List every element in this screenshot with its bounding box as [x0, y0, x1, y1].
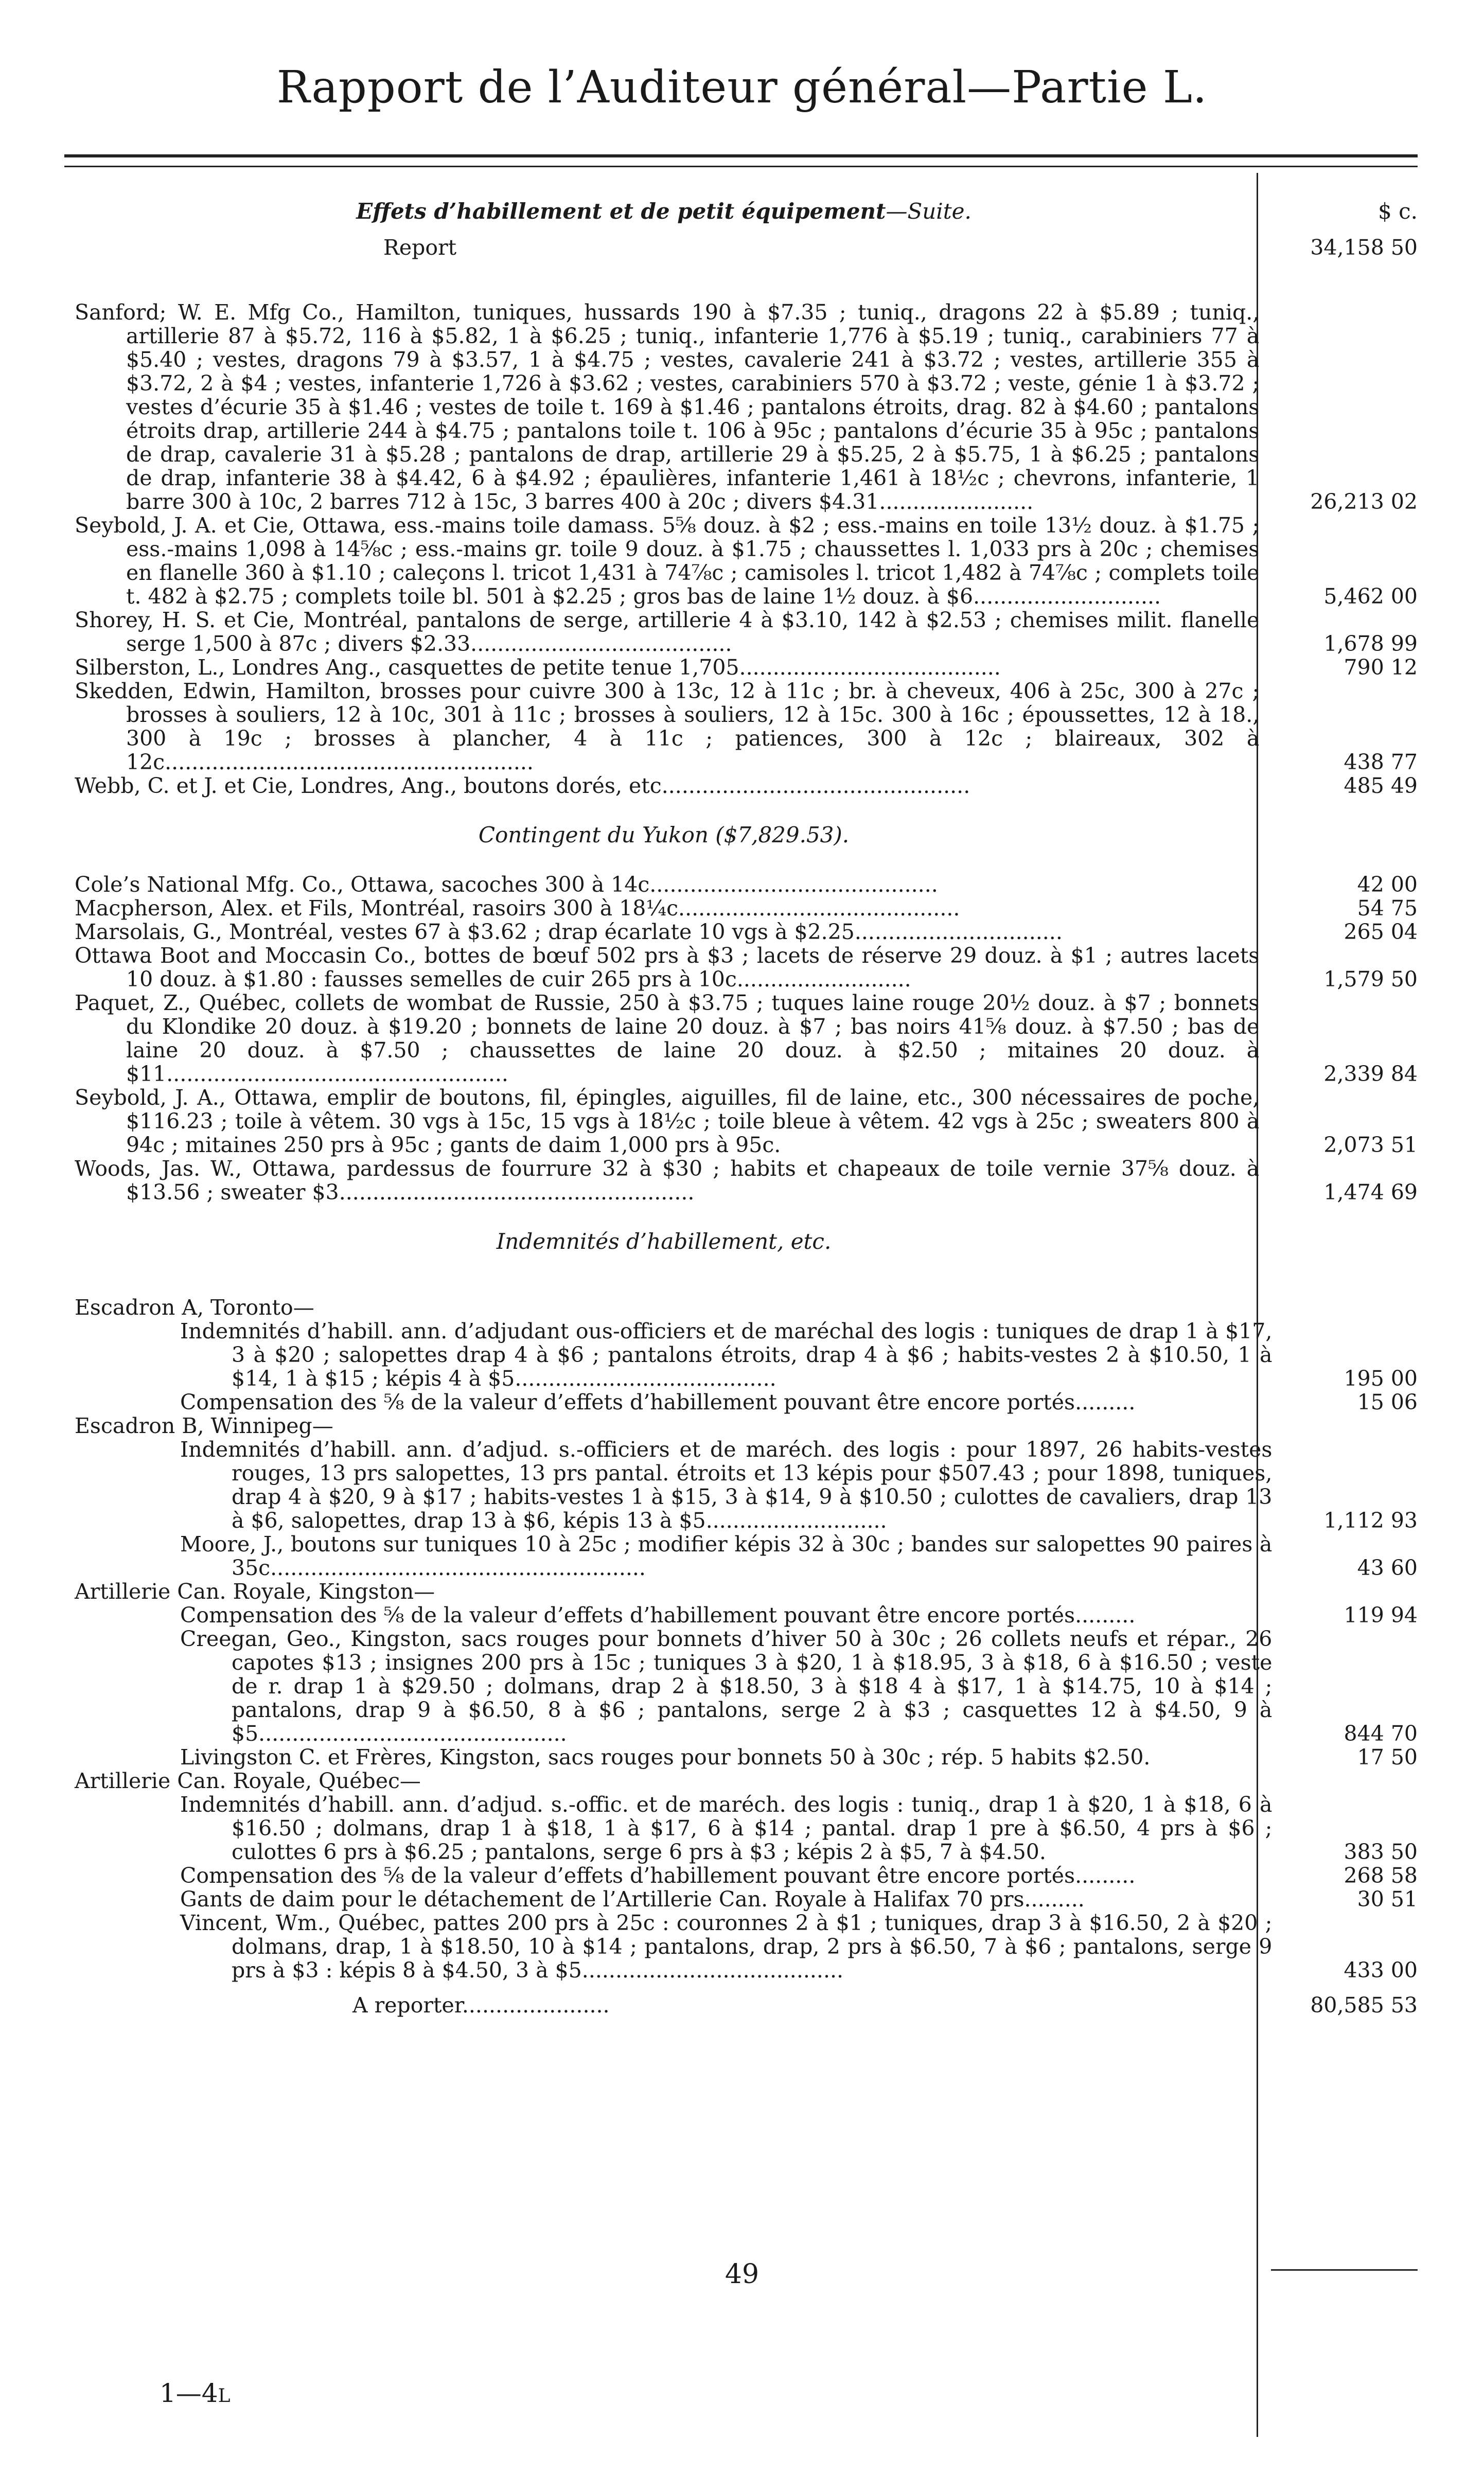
- table-row: [75, 514, 1418, 608]
- group-heading-row: [75, 1580, 1418, 1603]
- table-row: [75, 1086, 1418, 1157]
- table-row: [75, 1627, 1418, 1745]
- table-row: [75, 1793, 1418, 1864]
- currency-header: $ c.: [1378, 199, 1418, 224]
- section-indemnites-row: [75, 1229, 1418, 1254]
- table-row: [75, 1390, 1418, 1414]
- entry-amount: 15 06: [1357, 1390, 1418, 1415]
- entry-amount: 26,213 02: [1310, 489, 1418, 514]
- table-row: [75, 656, 1418, 679]
- entry-amount: 433 00: [1344, 1958, 1418, 1983]
- entries-group-a: [75, 300, 1418, 798]
- table-heading-suffix: —Suite.: [886, 199, 971, 224]
- section-indemnites-title: Indemnités d’habillement, etc.: [496, 1229, 832, 1254]
- table-row: [75, 1911, 1418, 1982]
- entry-amount: 1,579 50: [1323, 967, 1418, 992]
- entry-description: Marsolais, G., Montréal, vestes 67 à $3.62 ; drap écarlate 10 vgs à $2.25...............................: [75, 920, 1063, 944]
- entry-amount: 790 12: [1344, 655, 1418, 680]
- entry-amount: 844 70: [1344, 1721, 1418, 1746]
- signature-mark: [160, 2378, 231, 2408]
- entry-amount: 17 50: [1357, 1745, 1418, 1770]
- entry-description: Sanford; W. E. Mfg Co., Hamilton, tuniques, hussards 190 à $7.35 ; tuniq., dragons 22 à $5.89 ; tuniq., artillerie 87 à $5.72, 116 à $5.82, 1 à $6.25 ; tuniq., infanterie 1,776 à $5.19 ; tuniq., carabiniers 77 à $5.40 ; vestes, dragons 79 à $3.57, 1 à $4.75 ; vestes, cavalerie 241 à $3.72 ; vestes, artillerie 355 à $3.72, 2 à $4 ; vestes, infanterie 1,726 à $3.62 ; vestes, carabiniers 570 à $3.72 ; veste, génie 1 à $3.72 ; vestes d’écurie 35 à $1.46 ; vestes de toile t. 169 à $1.46 ; pantalons étroits, drag. 82 à $4.60 ; pantalons étroits drap, artillerie 244 à $4.75 ; pantalons toile t. 106 à 95c ; pantalons d’écurie 35 à 95c ; pantalons de drap, cavalerie 31 à $5.28 ; pantalons de drap, artillerie 29 à $5.25, 2 à $5.75, 1 à $6.25 ; pantalons de drap, infanterie 38 à $4.42, 6 à $4.92 ; épaulières, infanterie 1,461 à 18½c ; chevrons, infanterie, 1 barre 300 à 10c, 2 barres 712 à 15c, 3 barres 400 à 20c ; divers $4.31.......................: [75, 300, 1260, 514]
- entry-amount: 438 77: [1344, 750, 1418, 774]
- entry-amount: 383 50: [1344, 1840, 1418, 1864]
- table-row: [75, 920, 1418, 944]
- group-heading-row: [75, 1296, 1418, 1319]
- header-rule-thin: [64, 166, 1418, 167]
- entry-description: Indemnités d’habill. ann. d’adjud. s.-offic. et de maréch. des logis : tuniq., drap 1 à $20, 1 à $18, 6 à $16.50 ; dolmans, drap 1 à $18, 1 à $17, 6 à $14 ; pantal. drap 1 pre à $6.50, 4 prs à $6 ; culottes 6 prs à $6.25 ; pantalons, serge 6 prs à $3 ; képis 2 à $5, 7 à $4.50.: [180, 1792, 1273, 1864]
- entry-amount: 5,462 00: [1323, 584, 1418, 609]
- table-row: [75, 1438, 1418, 1532]
- table-row: [75, 774, 1418, 798]
- entry-description: Paquet, Z., Québec, collets de wombat de Russie, 250 à $3.75 ; tuques laine rouge 20⅟₂ douz. à $7 ; bonnets du Klondike 20 douz. à $19.20 ; bonnets de laine 20 douz. à $7 ; bas noirs 41⅝ douz. à $7.50 ; bas de laine 20 douz. à $7.50 ; chaussettes de laine 20 douz. à $2.50 ; mitaines 20 douz. à $11...................................................: [75, 991, 1260, 1086]
- entry-description: Creegan, Geo., Kingston, sacs rouges pour bonnets d’hiver 50 à 30c ; 26 collets neufs et répar., 26 capotes $13 ; insignes 200 prs à 15c ; tuniques 3 à $20, 1 à $18.95, 3 à $18, 6 à $16.50 ; veste de r. drap 1 à $29.50 ; dolmans, drap 2 à $18.50, 3 à $18 4 à $17, 1 à $14.75, 10 à $14 ; pantalons, drap 9 à $6.50, 8 à $6 ; pantalons, serge 2 à $3 ; casquettes 12 à $4.50, 9 à $5..............................................: [180, 1627, 1273, 1746]
- table-row: [75, 1532, 1418, 1580]
- table-heading-bold: Effets d’habillement et de petit équipement: [356, 199, 886, 224]
- section-yukon-title: Contingent du Yukon ($7,829.53).: [478, 822, 850, 847]
- group-heading-row: [75, 1414, 1418, 1438]
- table-row: [75, 608, 1418, 656]
- table-row: [75, 896, 1418, 920]
- entry-amount: 30 51: [1357, 1887, 1418, 1912]
- table-row: [75, 300, 1418, 514]
- entry-description: Indemnités d’habill. ann. d’adjud. s.-officiers et de maréch. des logis : pour 1897, 26 habits-vestes rouges, 13 prs salopettes, 13 prs pantal. étroits et 13 képis pour $507.43 ; pour 1898, tuniques, drap 4 à $20, 9 à $17 ; habits-vestes 1 à $15, 3 à $14, 9 à $10.50 ; culottes de cavaliers, drap 13 à $6, salopettes, drap 13 à $6, képis 13 à $5...........................: [180, 1437, 1273, 1533]
- entry-description: Macpherson, Alex. et Fils, Montréal, rasoirs 300 à 18¼c..........................................: [75, 896, 960, 921]
- entry-description: Gants de daim pour le détachement de l’Artillerie Can. Royale à Halifax 70 prs.........: [180, 1887, 1085, 1912]
- page-number: 49: [725, 2259, 759, 2290]
- entry-amount: 1,112 93: [1323, 1508, 1418, 1533]
- table-header-row: [75, 199, 1418, 224]
- carry-forward-row: [75, 1993, 1418, 2017]
- entry-amount: 2,339 84: [1323, 1062, 1418, 1086]
- entry-amount: 42 00: [1357, 872, 1418, 897]
- carry-forward-amount: 80,585 53: [1310, 1993, 1418, 2018]
- entry-amount: 43 60: [1357, 1555, 1418, 1580]
- unit-groups: [75, 1296, 1418, 1982]
- report-label: Report: [383, 235, 457, 260]
- entry-description: Moore, J., boutons sur tuniques 10 à 25c ; modifier képis 32 à 30c ; bandes sur salopettes 90 paires à 35c........................................................: [180, 1532, 1273, 1580]
- entry-description: Webb, C. et J. et Cie, Londres, Ang., boutons dorés, etc..............................................: [75, 773, 970, 798]
- entry-description: Seybold, J. A. et Cie, Ottawa, ess.-mains toile damass. 5⅝ douz. à $2 ; ess.-mains en toile 13½ douz. à $1.75 ; ess.-mains 1,098 à 14⅝c ; ess.-mains gr. toile 9 douz. à $1.75 ; chaussettes l. 1,033 prs à 20c ; chemises en flanelle 360 à $1.10 ; caleçons l. tricot 1,431 à 74⅞c ; camisoles l. tricot 1,482 à 74⅞c ; complets toile t. 482 à $2.75 ; complets toile bl. 501 à $2.25 ; gros bas de laine 1⅟₂ douz. à $6............................: [75, 513, 1260, 609]
- entry-amount: 195 00: [1344, 1366, 1418, 1391]
- entry-amount: 2,073 51: [1323, 1133, 1418, 1157]
- table-row: [75, 1887, 1418, 1911]
- signature-mark-suffix: L: [218, 2385, 231, 2407]
- entry-description: Livingston C. et Frères, Kingston, sacs rouges pour bonnets 50 à 30c ; rép. 5 habits $2.50.: [180, 1745, 1151, 1770]
- table-row: [75, 1864, 1418, 1887]
- table-row: [75, 1745, 1418, 1769]
- table-heading: [75, 199, 1253, 224]
- group-heading: Escadron A, Toronto—: [75, 1295, 314, 1320]
- entry-description: Woods, Jas. W., Ottawa, pardessus de fourrure 32 à $30 ; habits et chapeaux de toile vernie 37⅝ douz. à $13.56 ; sweater $3.....................................................: [75, 1156, 1260, 1205]
- entry-description: Indemnités d’habill. ann. d’adjudant ous-officiers et de maréchal des logis : tuniques de drap 1 à $17, 3 à $20 ; salopettes drap 4 à $6 ; pantalons étroits, drap 4 à $6 ; habits-vestes 2 à $10.50, 1 à $14, 1 à $15 ; képis 4 à $5.......................................: [180, 1319, 1273, 1391]
- signature-mark-main: 1—4: [160, 2378, 218, 2408]
- entry-amount: 1,474 69: [1323, 1180, 1418, 1205]
- entry-description: Compensation des ⅝ de la valeur d’effets d’habillement pouvant être encore portés.........: [180, 1603, 1136, 1628]
- entries-group-b: [75, 873, 1418, 1204]
- table-row: [75, 1603, 1418, 1627]
- entry-description: Shorey, H. S. et Cie, Montréal, pantalons de serge, artillerie 4 à $3.10, 142 à $2.53 ; chemises milit. flanelle serge 1,500 à 87c ; divers $2.33.......................................: [75, 608, 1260, 656]
- group-heading: Artillerie Can. Royale, Québec—: [75, 1769, 421, 1793]
- entry-description: Ottawa Boot and Moccasin Co., bottes de bœuf 502 prs à $3 ; lacets de réserve 29 douz. à $1 ; autres lacets 10 douz. à $1.80 : fausses semelles de cuir 265 prs à 10c..........................: [75, 943, 1260, 992]
- entry-description: Compensation des ⅝ de la valeur d’effets d’habillement pouvant être encore portés.........: [180, 1390, 1136, 1415]
- entry-description: Seybold, J. A., Ottawa, emplir de boutons, fil, épingles, aiguilles, fil de laine, etc., 300 nécessaires de poche, $116.23 ; toile à vêtem. 30 vgs à 15c, 15 vgs à 18½c ; toile bleue à vêtem. 42 vgs à 25c ; sweaters 800 à 94c ; mitaines 250 prs à 95c ; gants de daim 1,000 prs à 95c.: [75, 1085, 1260, 1157]
- report-amount: 34,158 50: [1310, 235, 1418, 260]
- entry-amount: 1,678 99: [1323, 631, 1418, 656]
- section-yukon-row: [75, 822, 1418, 848]
- entry-amount: 119 94: [1344, 1603, 1418, 1628]
- table-row: [75, 991, 1418, 1086]
- page-title: Rapport de l’Auditeur général—Partie L.: [276, 62, 1208, 113]
- group-heading: Escadron B, Winnipeg—: [75, 1413, 333, 1438]
- group-heading: Artillerie Can. Royale, Kingston—: [75, 1579, 435, 1604]
- entry-description: Compensation des ⅝ de la valeur d’effets d’habillement pouvant être encore portés.........: [180, 1863, 1136, 1888]
- header-rule-thick: [64, 154, 1418, 157]
- table-row: [75, 1319, 1418, 1390]
- table-row: [75, 873, 1418, 896]
- group-heading-row: [75, 1769, 1418, 1793]
- entry-description: Cole’s National Mfg. Co., Ottawa, sacoches 300 à 14c...........................................: [75, 872, 938, 897]
- table-row: [75, 679, 1418, 774]
- entry-description: Vincent, Wm., Québec, pattes 200 prs à 25c : couronnes 2 à $1 ; tuniques, drap 3 à $16.50, 2 à $20 ; dolmans, drap, 1 à $18.50, 10 à $14 ; pantalons, drap, 2 prs à $6.50, 7 à $6 ; pantalons, serge 9 prs à $3 : képis 8 à $4.50, 3 à $5.......................................: [180, 1911, 1273, 1983]
- table-row: [75, 1157, 1418, 1204]
- carry-forward-label: A reporter......................: [352, 1993, 610, 2018]
- ledger-table: [75, 174, 1418, 2017]
- entry-amount: 54 75: [1357, 896, 1418, 921]
- report-row: [75, 236, 1418, 259]
- entry-description: Silberston, L., Londres Ang., casquettes de petite tenue 1,705.......................................: [75, 655, 1001, 680]
- entry-description: Skedden, Edwin, Hamilton, brosses pour cuivre 300 à 13c, 12 à 11c ; br. à cheveux, 406 à 25c, 300 à 27c ; brosses à souliers, 12 à 10c, 301 à 11c ; brosses à souliers, 12 à 15c. 300 à 16c ; époussettes, 12 à 18., 300 à 19c ; brosses à plancher, 4 à 11c ; patiences, 300 à 12c ; blaireaux, 302 à 12c.......................................................: [75, 679, 1260, 774]
- entry-amount: 268 58: [1344, 1863, 1418, 1888]
- table-row: [75, 944, 1418, 991]
- entry-amount: 485 49: [1344, 773, 1418, 798]
- entry-amount: 265 04: [1344, 920, 1418, 944]
